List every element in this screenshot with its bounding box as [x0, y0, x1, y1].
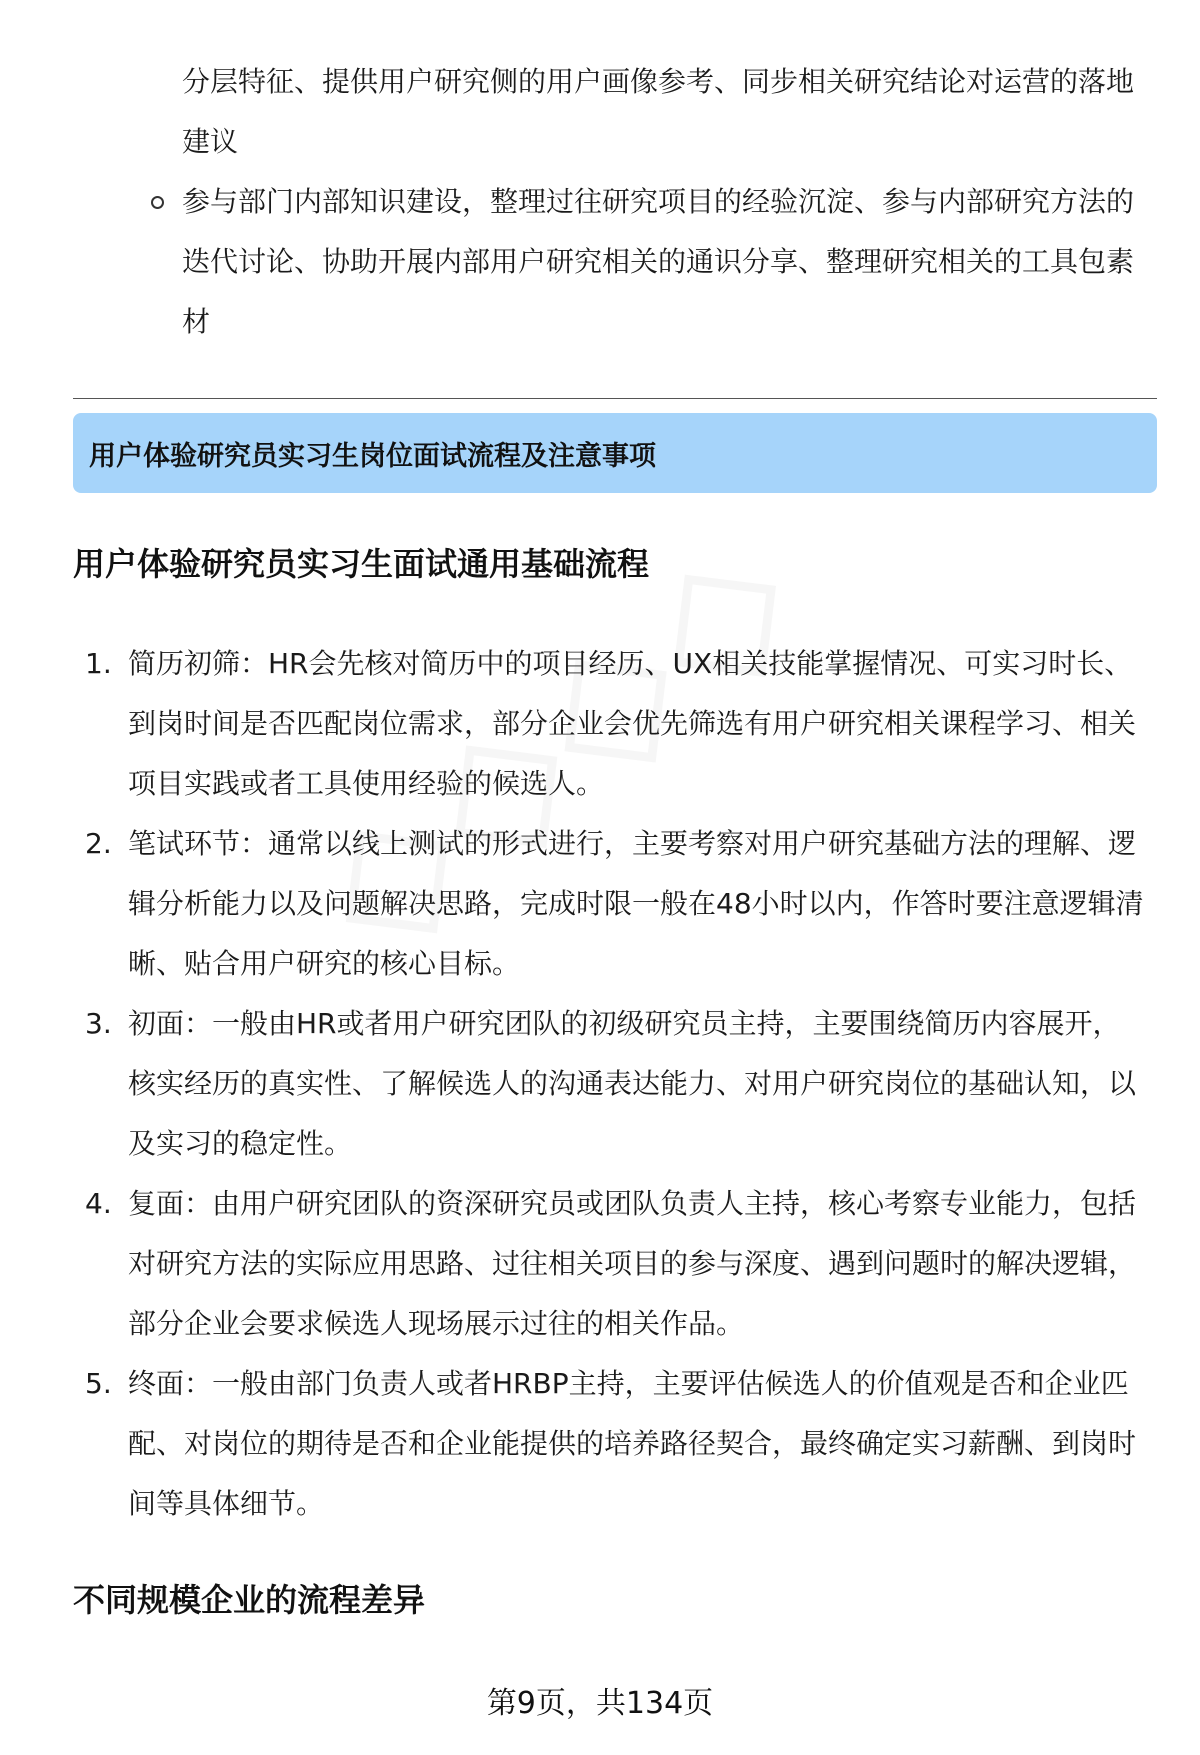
bullet-text: 参与部门内部知识建设，整理过往研究项目的经验沉淀、参与内部研究方法的迭代讨论、协助开展内部用户研究相关的通识分享、整理研究相关的工具包素材	[182, 185, 1135, 338]
list-item	[0, 1354, 1200, 1534]
step-number: 5.	[85, 1367, 112, 1400]
process-step-list	[0, 634, 1200, 1534]
banner-title: 用户体验研究员实习生岗位面试流程及注意事项	[89, 440, 656, 472]
section-divider	[73, 398, 1157, 399]
section-banner	[73, 413, 1157, 493]
list-item	[0, 814, 1200, 994]
step-text: 终面：一般由部门负责人或者HRBP主持，主要评估候选人的价值观是否和企业匹配、对岗位的期待是否和企业能提供的培养路径契合，最终确定实习薪酬、到岗时间等具体细节。	[128, 1367, 1137, 1520]
step-number: 4.	[85, 1187, 112, 1220]
bullet-item	[0, 52, 1200, 172]
step-text: 初面：一般由HR或者用户研究团队的初级研究员主持，主要围绕简历内容展开，核实经历的真实性、了解候选人的沟通表达能力、对用户研究岗位的基础认知，以及实习的稳定性。	[128, 1007, 1137, 1160]
bullet-item	[0, 172, 1200, 352]
list-item	[0, 1174, 1200, 1354]
section-heading: 不同规模企业的流程差异	[73, 1581, 426, 1619]
hollow-circle-bullet-icon	[151, 196, 164, 209]
page-number: 第9页，共134页	[486, 1686, 714, 1721]
step-text: 简历初筛：HR会先核对简历中的项目经历、UX相关技能掌握情况、可实习时长、到岗时间是否匹配岗位需求，部分企业会优先筛选有用户研究相关课程学习、相关项目实践或者工具使用经验的候选人。	[128, 647, 1137, 800]
section-heading: 用户体验研究员实习生面试通用基础流程	[73, 545, 650, 583]
bullet-text: 分层特征、提供用户研究侧的用户画像参考、同步相关研究结论对运营的落地建议	[182, 65, 1135, 158]
step-text: 笔试环节：通常以线上测试的形式进行，主要考察对用户研究基础方法的理解、逻辑分析能力以及问题解决思路，完成时限一般在48小时以内，作答时要注意逻辑清晰、贴合用户研究的核心目标。	[128, 827, 1144, 980]
step-text: 复面：由用户研究团队的资深研究员或团队负责人主持，核心考察专业能力，包括对研究方法的实际应用思路、过往相关项目的参与深度、遇到问题时的解决逻辑，部分企业会要求候选人现场展示过往的相关作品。	[128, 1187, 1137, 1340]
step-number: 3.	[85, 1007, 112, 1040]
list-item	[0, 634, 1200, 814]
step-number: 1.	[85, 647, 112, 680]
step-number: 2.	[85, 827, 112, 860]
bullet-list	[0, 52, 1200, 352]
list-item	[0, 994, 1200, 1174]
